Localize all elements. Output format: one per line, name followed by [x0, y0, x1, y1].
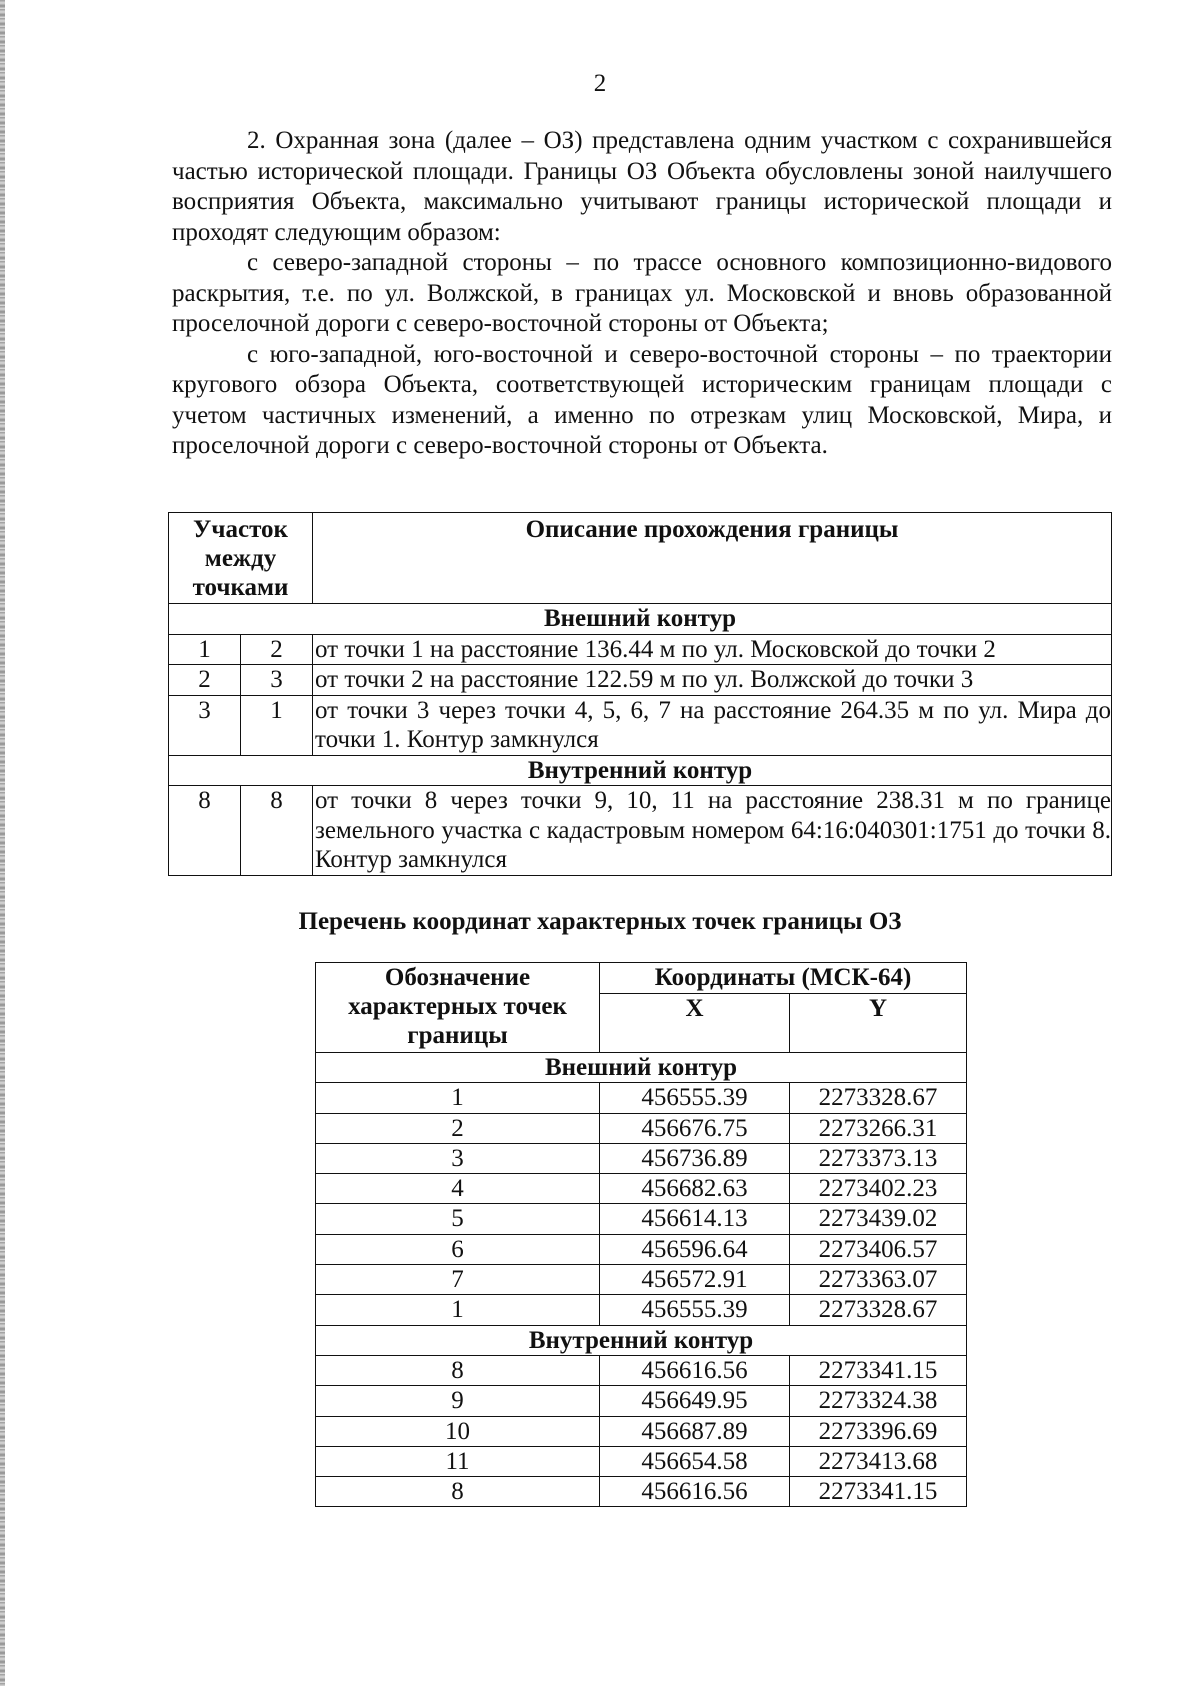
coord-x: 456736.89: [600, 1143, 790, 1173]
paragraph-3: с юго-западной, юго-восточной и северо-восточной стороны – по траектории кругового обзора Объекта, соответствующей историческим границам площади с учетом частичных изменений, а именно по отрезкам улиц Московской, Мира, и проселочной дороги с северо-восточной стороны от Объекта.: [172, 340, 1112, 459]
point-label: 8: [316, 1477, 600, 1507]
segment-to: 8: [241, 786, 313, 876]
table-row: [316, 1446, 967, 1476]
table-row: [316, 1204, 967, 1234]
header-y: Y: [790, 994, 967, 1053]
coord-x: 456649.95: [600, 1386, 790, 1416]
table-row: [169, 786, 1112, 876]
segment-from: 1: [169, 634, 241, 665]
coord-x: 456682.63: [600, 1174, 790, 1204]
scan-edge-artifact: [0, 0, 5, 1686]
segment-to: 1: [241, 695, 313, 755]
coord-x: 456676.75: [600, 1113, 790, 1143]
coordinates-table: [315, 962, 967, 1507]
coord-y: 2273439.02: [790, 1204, 967, 1234]
table-row: [316, 1386, 967, 1416]
point-label: 4: [316, 1174, 600, 1204]
table-row: [316, 1265, 967, 1295]
point-label: 3: [316, 1143, 600, 1173]
section-row-outer: [169, 604, 1112, 635]
boundary-description-table: [168, 512, 1112, 876]
coord-y: 2273373.13: [790, 1143, 967, 1173]
table-row: [316, 1416, 967, 1446]
segment-to: 3: [241, 665, 313, 696]
table-row: [316, 1143, 967, 1173]
coord-x: 456555.39: [600, 1083, 790, 1113]
point-label: 9: [316, 1386, 600, 1416]
section-row-outer: [316, 1053, 967, 1083]
segment-description: от точки 8 через точки 9, 10, 11 на расстояние 238.31 м по границе земельного участка с кадастровым номером 64:16:040301:1751 до точки 8. Контур замкнулся: [313, 786, 1112, 876]
section-row-inner: [316, 1325, 967, 1355]
table-row: [316, 1295, 967, 1325]
point-label: 1: [316, 1295, 600, 1325]
section-label-inner: Внутренний контур: [169, 755, 1112, 786]
paragraph-1: 2. Охранная зона (далее – ОЗ) представлена одним участком с сохранившейся частью исторической площади. Границы ОЗ Объекта обусловлены зоной наилучшего восприятия Объекта, максимально учитывают границы исторической площади и проходят следующим образом:: [172, 127, 1112, 246]
table-row: [316, 1174, 967, 1204]
table-row: [316, 1234, 967, 1264]
point-label: 5: [316, 1204, 600, 1234]
coord-x: 456555.39: [600, 1295, 790, 1325]
segment-description: от точки 2 на расстояние 122.59 м по ул. Волжской до точки 3: [313, 665, 1112, 696]
table-row: [169, 695, 1112, 755]
coord-x: 456654.58: [600, 1446, 790, 1476]
coord-y: 2273396.69: [790, 1416, 967, 1446]
point-label: 10: [316, 1416, 600, 1446]
coord-x: 456572.91: [600, 1265, 790, 1295]
segment-description: от точки 3 через точки 4, 5, 6, 7 на расстояние 264.35 м по ул. Мира до точки 1. Контур замкнулся: [313, 695, 1112, 755]
point-label: 7: [316, 1265, 600, 1295]
coord-x: 456687.89: [600, 1416, 790, 1446]
section-label-inner: Внутренний контур: [316, 1325, 967, 1355]
table-row: [169, 634, 1112, 665]
coord-y: 2273402.23: [790, 1174, 967, 1204]
header-coords: Координаты (МСК-64): [600, 963, 967, 994]
table-header-row: [316, 963, 967, 994]
coord-y: 2273266.31: [790, 1113, 967, 1143]
coord-y: 2273324.38: [790, 1386, 967, 1416]
point-label: 6: [316, 1234, 600, 1264]
header-points: Обозначение характерных точек границы: [316, 963, 600, 1053]
table-row: [316, 1355, 967, 1385]
paragraph-2: с северо-западной стороны – по трассе основного композиционно-видового раскрытия, т.е. по ул. Волжской, в границах ул. Московской и вновь образованной проселочной дороги с северо-восточной стороны от Объекта;: [172, 249, 1112, 337]
header-x: X: [600, 994, 790, 1053]
coord-y: 2273328.67: [790, 1083, 967, 1113]
coord-y: 2273341.15: [790, 1355, 967, 1385]
segment-from: 2: [169, 665, 241, 696]
table-header-row: [169, 513, 1112, 604]
coord-y: 2273406.57: [790, 1234, 967, 1264]
coord-x: 456614.13: [600, 1204, 790, 1234]
section-label-outer: Внешний контур: [169, 604, 1112, 635]
table-row: [316, 1083, 967, 1113]
table-row: [316, 1477, 967, 1507]
page-number: 2: [593, 70, 607, 97]
point-label: 1: [316, 1083, 600, 1113]
section-label-outer: Внешний контур: [316, 1053, 967, 1083]
coord-x: 456616.56: [600, 1355, 790, 1385]
header-section: Участок между точками: [169, 513, 313, 604]
coordinates-title: Перечень координат характерных точек границы ОЗ: [298, 908, 902, 935]
coord-x: 456596.64: [600, 1234, 790, 1264]
coord-y: 2273341.15: [790, 1477, 967, 1507]
coord-y: 2273363.07: [790, 1265, 967, 1295]
coord-y: 2273413.68: [790, 1446, 967, 1476]
body-text: [172, 126, 1112, 462]
segment-from: 3: [169, 695, 241, 755]
segment-description: от точки 1 на расстояние 136.44 м по ул. Московской до точки 2: [313, 634, 1112, 665]
section-row-inner: [169, 755, 1112, 786]
segment-to: 2: [241, 634, 313, 665]
table-row: [316, 1113, 967, 1143]
segment-from: 8: [169, 786, 241, 876]
table-row: [169, 665, 1112, 696]
point-label: 2: [316, 1113, 600, 1143]
point-label: 8: [316, 1355, 600, 1385]
header-description: Описание прохождения границы: [313, 513, 1112, 604]
coord-y: 2273328.67: [790, 1295, 967, 1325]
coord-x: 456616.56: [600, 1477, 790, 1507]
point-label: 11: [316, 1446, 600, 1476]
